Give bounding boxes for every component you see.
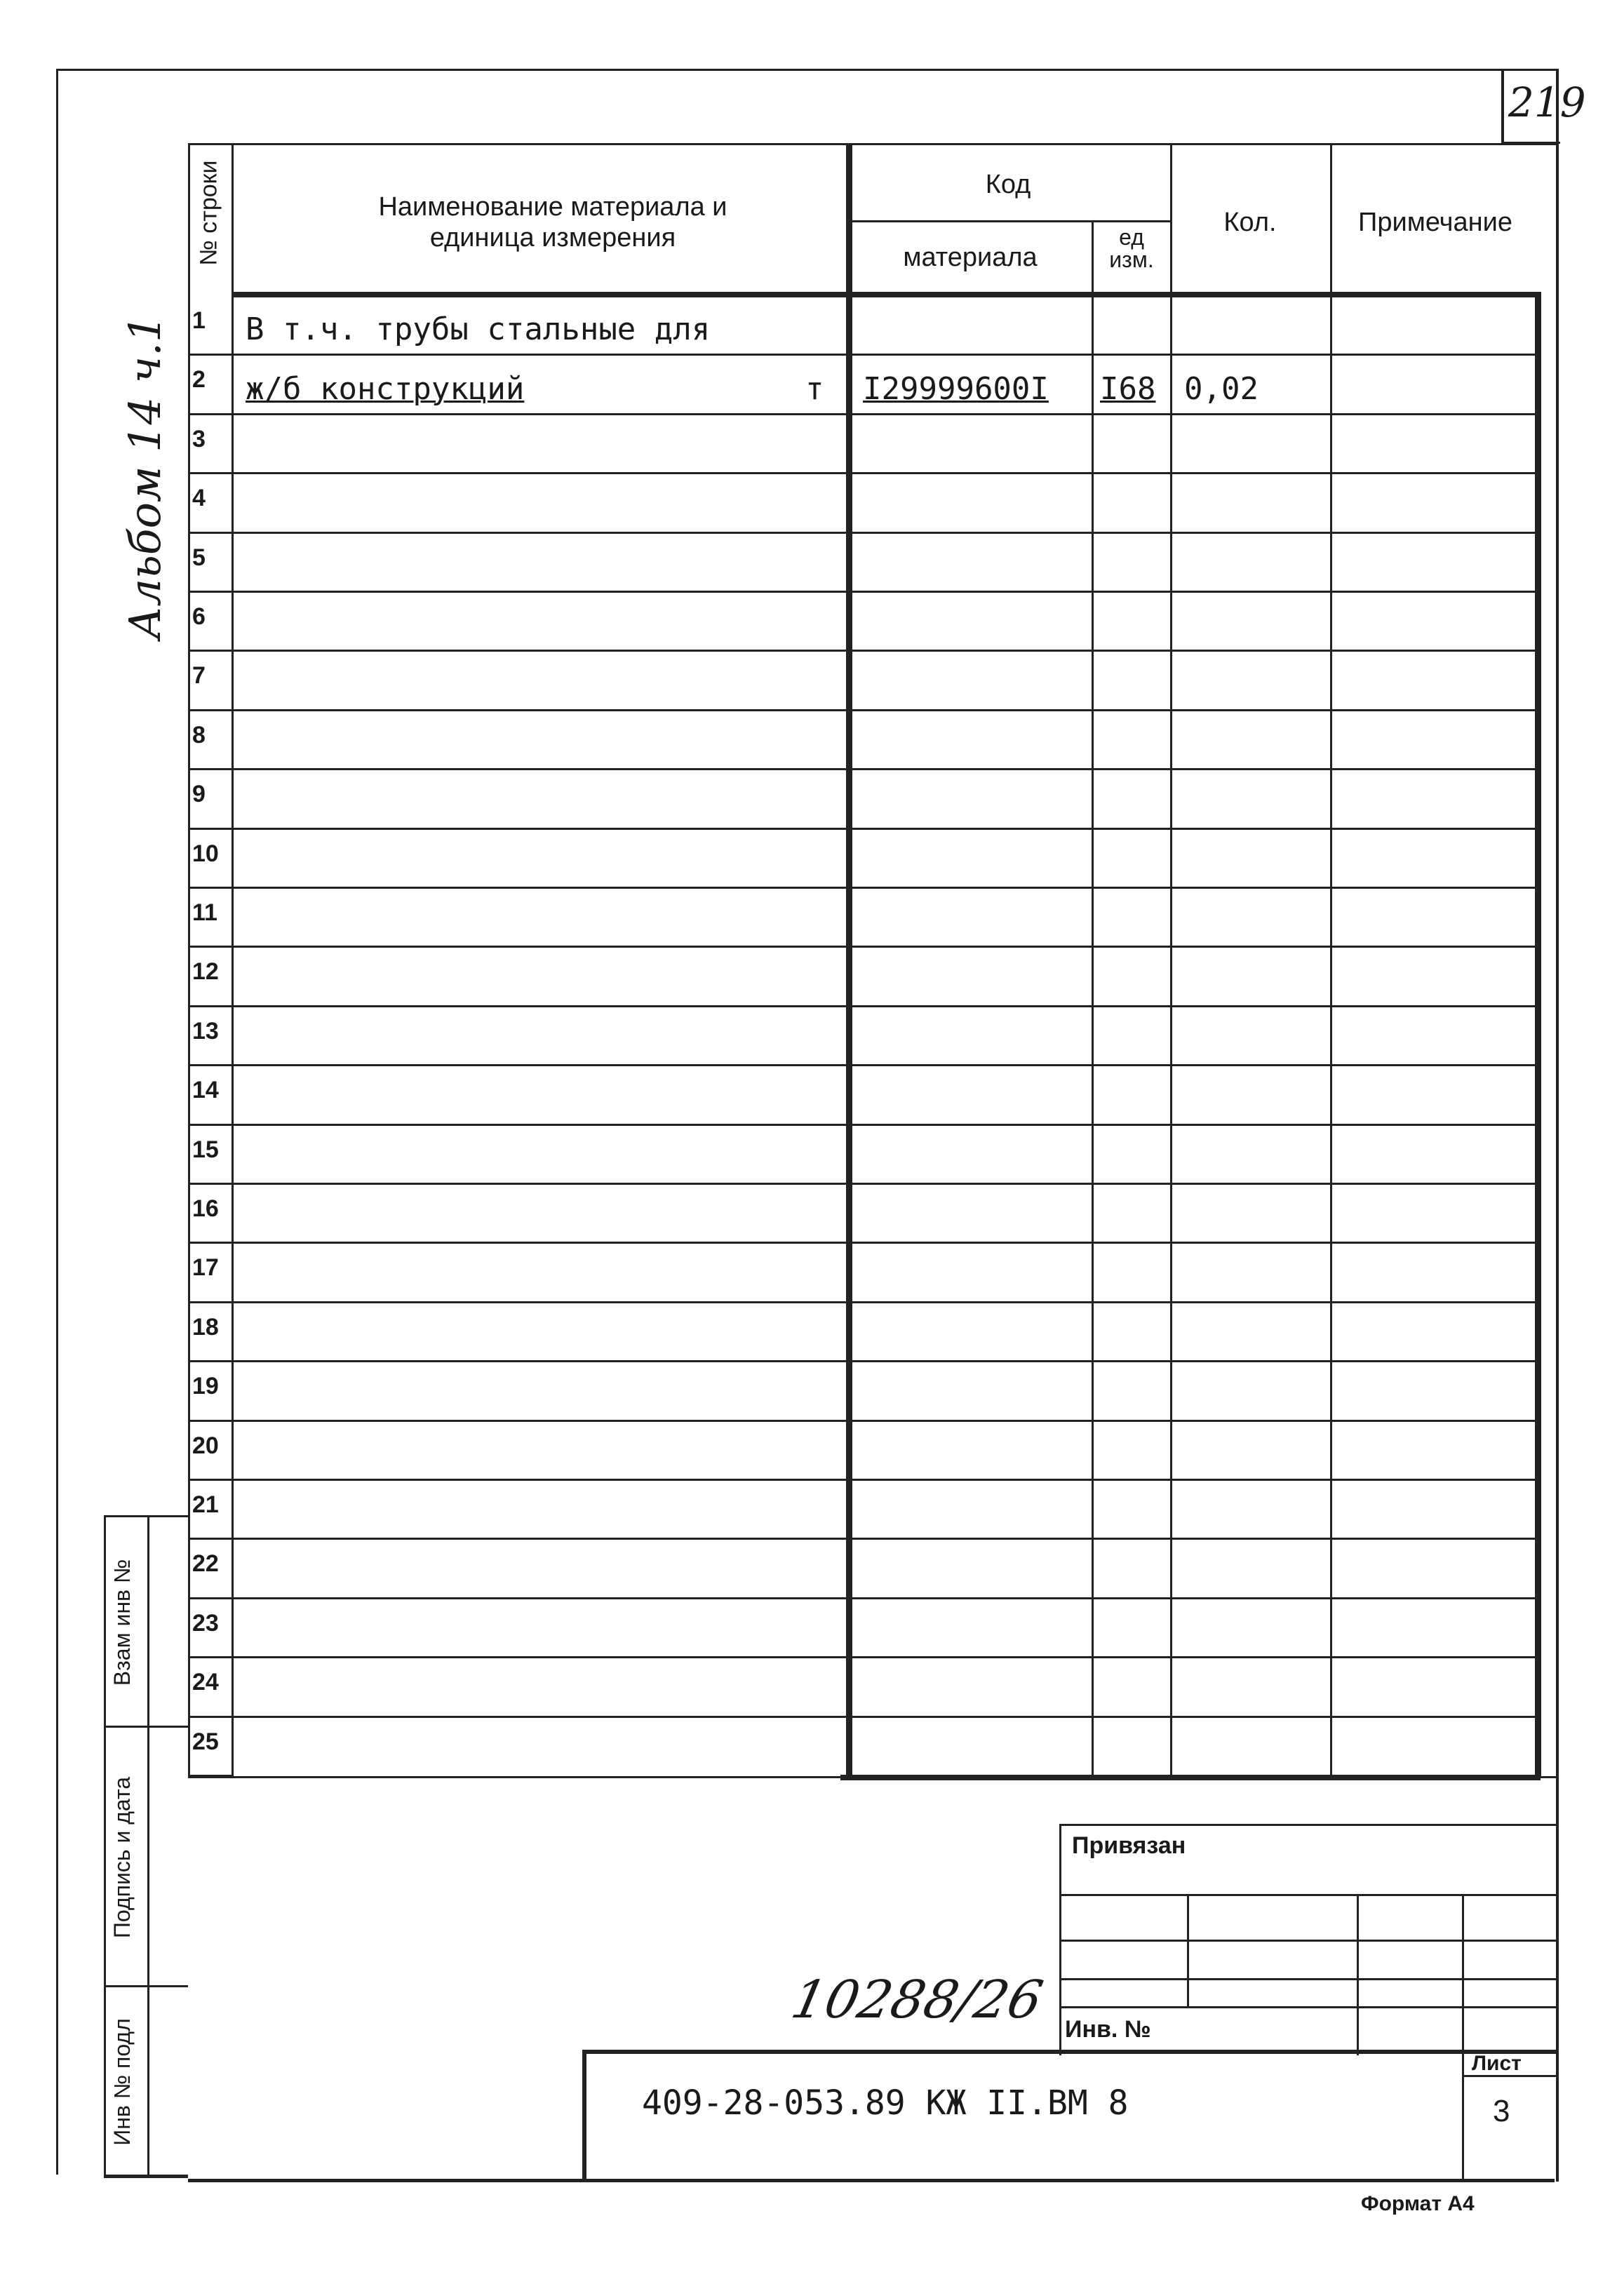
handwritten-registration-number: 10288/26 bbox=[786, 1970, 1048, 2030]
strip-label-original-inv: Инв № подл bbox=[109, 2018, 135, 2146]
tb-line-v3 bbox=[1357, 1894, 1359, 2055]
title-block-top-line bbox=[188, 1776, 1556, 1778]
row-number: 20 bbox=[192, 1432, 219, 1459]
row-number: 3 bbox=[192, 425, 206, 452]
table-row-line bbox=[188, 1360, 1541, 1362]
format-label: Формат А4 bbox=[1361, 2192, 1475, 2215]
row-2-quantity: 0,02 bbox=[1184, 371, 1259, 407]
header-note: Примечание bbox=[1358, 208, 1512, 237]
sheet-number: 3 bbox=[1493, 2094, 1510, 2128]
row-number: 4 bbox=[192, 485, 206, 512]
table-row-line bbox=[188, 709, 1541, 711]
row-number: 1 bbox=[192, 307, 206, 334]
row-2-material-code: I29999600I bbox=[863, 371, 1049, 407]
table-row-line bbox=[188, 1301, 1541, 1303]
tb-line-h4 bbox=[1059, 1978, 1556, 1980]
strip-label-signature-date: Подпись и дата bbox=[109, 1776, 135, 1939]
row-number: 22 bbox=[192, 1550, 219, 1578]
tb-line-stamp-left bbox=[582, 2050, 586, 2180]
table-row-line bbox=[188, 591, 1541, 593]
row-number: 12 bbox=[192, 958, 219, 986]
page-frame-bottom bbox=[188, 2179, 1555, 2182]
header-material-code: материала bbox=[903, 243, 1038, 272]
table-row-line bbox=[188, 413, 1541, 415]
row-number: 9 bbox=[192, 781, 206, 808]
table-row-line bbox=[188, 472, 1541, 474]
tb-line-h3 bbox=[1059, 1940, 1556, 1942]
row-1-name: В т.ч. трубы стальные для bbox=[246, 311, 711, 347]
row-number: 25 bbox=[192, 1728, 219, 1755]
table-row-line bbox=[188, 1597, 1541, 1599]
col-line-right bbox=[1535, 292, 1541, 1778]
row-number: 10 bbox=[192, 840, 219, 867]
table-row-line bbox=[188, 1005, 1541, 1007]
table-row-line bbox=[188, 1124, 1541, 1126]
row-number: 19 bbox=[192, 1373, 219, 1400]
table-row-line bbox=[188, 650, 1541, 652]
inv-label: Инв. № bbox=[1065, 2016, 1151, 2043]
strip-bottom-line bbox=[104, 2175, 188, 2178]
tb-line-v4 bbox=[1462, 1894, 1464, 2182]
header-code: Код bbox=[985, 170, 1031, 199]
tb-line-h1 bbox=[1059, 1824, 1556, 1826]
tb-line-stamp-top bbox=[582, 2050, 1556, 2054]
table-row-line bbox=[188, 1538, 1541, 1540]
album-handwritten-note: Альбом 14 ч.1 bbox=[119, 314, 170, 640]
table-row-line bbox=[188, 1656, 1541, 1658]
page-frame-right bbox=[1556, 70, 1559, 2182]
row-number: 18 bbox=[192, 1313, 219, 1341]
table-row-line bbox=[188, 1242, 1541, 1244]
header-row-number: № строки bbox=[195, 160, 222, 266]
table-row-line bbox=[188, 828, 1541, 830]
strip-label-replacement-inv: Взам инв № bbox=[109, 1559, 135, 1686]
row-number: 8 bbox=[192, 721, 206, 748]
col-line-qty bbox=[1330, 143, 1332, 1778]
row-number: 13 bbox=[192, 1017, 219, 1044]
table-row-line bbox=[188, 887, 1541, 889]
header-quantity: Кол. bbox=[1223, 208, 1277, 237]
header-bottom-line bbox=[231, 292, 1541, 297]
row-2-name: ж/б конструкций bbox=[246, 371, 525, 407]
col-line-unitcode bbox=[1170, 143, 1172, 1778]
header-material-name: Наименование материала и единица измерения bbox=[378, 192, 727, 253]
table-row-line bbox=[188, 1183, 1541, 1185]
row-number: 15 bbox=[192, 1136, 219, 1163]
document-code: 409-28-053.89 КЖ II.ВМ 8 bbox=[642, 2083, 1129, 2123]
row-number: 5 bbox=[192, 544, 206, 571]
table-row-line bbox=[188, 946, 1541, 948]
row-number: 23 bbox=[192, 1609, 219, 1637]
table-row-line bbox=[188, 1716, 1541, 1718]
table-row-line bbox=[188, 1064, 1541, 1066]
row-2-unit: т bbox=[805, 371, 824, 407]
tb-line-v2 bbox=[1187, 1894, 1189, 2006]
tb-line-h5 bbox=[1059, 2006, 1556, 2008]
table-row-line bbox=[188, 532, 1541, 534]
col-line-rownum bbox=[231, 143, 234, 1778]
bound-label: Привязан bbox=[1072, 1832, 1186, 1859]
strip-inner-column bbox=[147, 1515, 189, 2175]
col-line-name bbox=[846, 143, 852, 1778]
row-number: 7 bbox=[192, 662, 206, 690]
header-top-line bbox=[188, 143, 1556, 145]
table-row-line bbox=[188, 354, 1541, 356]
row-number: 17 bbox=[192, 1254, 219, 1282]
row-number: 11 bbox=[192, 899, 217, 926]
row-number: 24 bbox=[192, 1669, 219, 1696]
row-number: 6 bbox=[192, 603, 206, 630]
row-number: 2 bbox=[192, 366, 206, 394]
page-number: 219 bbox=[1508, 79, 1586, 126]
table-row-line bbox=[188, 768, 1541, 770]
table-row-line bbox=[188, 1479, 1541, 1481]
row-number: 14 bbox=[192, 1077, 219, 1104]
row-2-unit-code: I68 bbox=[1100, 371, 1156, 407]
table-row-line bbox=[188, 1420, 1541, 1422]
sheet-label: Лист bbox=[1472, 2052, 1522, 2075]
row-number: 16 bbox=[192, 1195, 219, 1222]
row-number: 21 bbox=[192, 1491, 219, 1518]
col-line-matcode bbox=[1092, 220, 1094, 1778]
tb-line-h2 bbox=[1059, 1894, 1556, 1896]
header-unit-code: ед изм. bbox=[1109, 224, 1154, 272]
header-code-split-line bbox=[846, 220, 1170, 222]
